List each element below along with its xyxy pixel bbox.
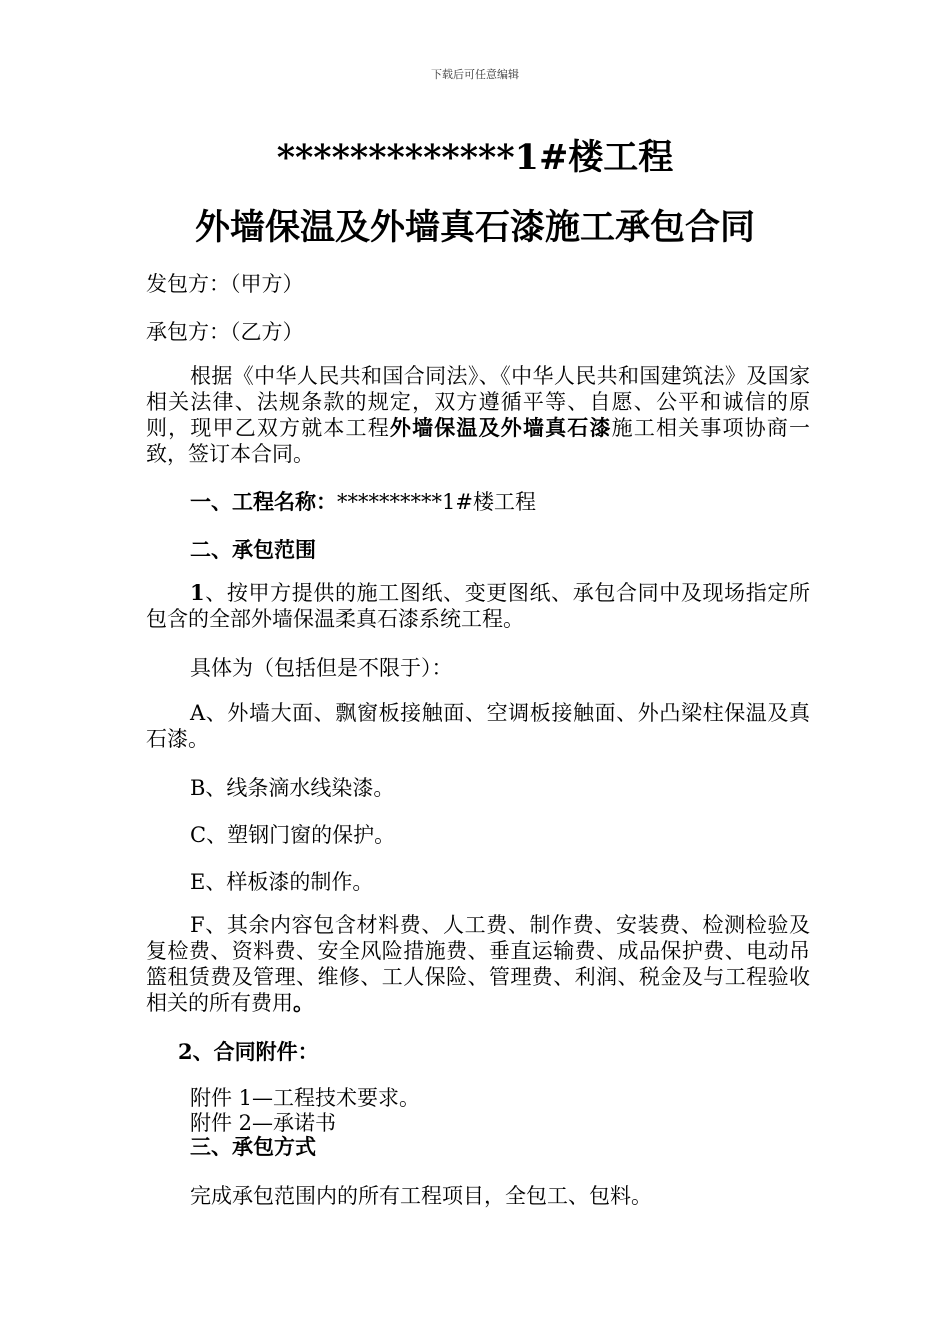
section1-heading: 一、工程名称： [190, 489, 337, 514]
section1-line [190, 486, 536, 516]
intro-text-1: 根据《中华人民共和国合同法》、《中华人民共和国建筑法》及国家相关法律、法规条款的规定，双方遵循平等、自愿、公平和诚信的原则，现甲乙双方就本工程 [146, 364, 810, 440]
section3-text: 完成承包范围内的所有工程项目，全包工、包料。 [190, 1184, 652, 1208]
scope-item-a-text: A、外墙大面、飘窗板接触面、空调板接触面、外凸梁柱保温及真石漆。 [146, 701, 810, 751]
section2-heading: 二、承包范围 [190, 537, 316, 562]
scope-item-f-end: 。 [293, 990, 314, 1015]
intro-text-bold: 外墙保温及外墙真石漆 [389, 415, 612, 440]
scope-detail-intro: 具体为（包括但是不限于）： [190, 656, 453, 680]
attachment-1: 附件 1—工程技术要求。 [190, 1086, 421, 1110]
scope-item-e: E、样板漆的制作。 [190, 870, 374, 894]
scope-item-b: B、线条滴水线染漆。 [190, 776, 395, 800]
attachments-heading: 2、合同附件： [178, 1039, 319, 1064]
section3-heading: 三、承包方式 [190, 1134, 316, 1159]
party-b-line: 承包方：（乙方） [146, 320, 304, 344]
section2-item1-number: 1 [190, 580, 205, 605]
scope-item-c: C、塑钢门窗的保护。 [190, 823, 396, 847]
title-contract: 外墙保温及外墙真石漆施工承包合同 [194, 207, 755, 248]
scope-item-f [146, 912, 810, 1016]
scope-item-f-text: F、其余内容包含材料费、人工费、制作费、安装费、检测检验及复检费、资料费、安全风险措施费、垂直运输费、成品保护费、电动吊篮租赁费及管理、维修、工人保险、管理费、利润、税金及与工程验收相关的所有费用 [146, 913, 810, 1015]
party-a-line: 发包方：（甲方） [146, 272, 304, 296]
section2-item1 [146, 580, 810, 632]
intro-paragraph [146, 363, 810, 467]
attachment-2: 附件 2—承诺书 [190, 1111, 337, 1135]
intro-text-2: 施工相关事项协商一致，签订本合同。 [146, 416, 811, 466]
scope-item-a [146, 700, 810, 752]
section2-item1-text: 、按甲方提供的施工图纸、变更图纸、承包合同中及现场指定所包含的全部外墙保温柔真石漆系统工程。 [146, 581, 810, 631]
title-project: *************1#楼工程 [276, 137, 674, 178]
watermark-text: 下载后可任意编辑 [431, 68, 519, 81]
section1-value: **********1#楼工程 [337, 490, 536, 514]
